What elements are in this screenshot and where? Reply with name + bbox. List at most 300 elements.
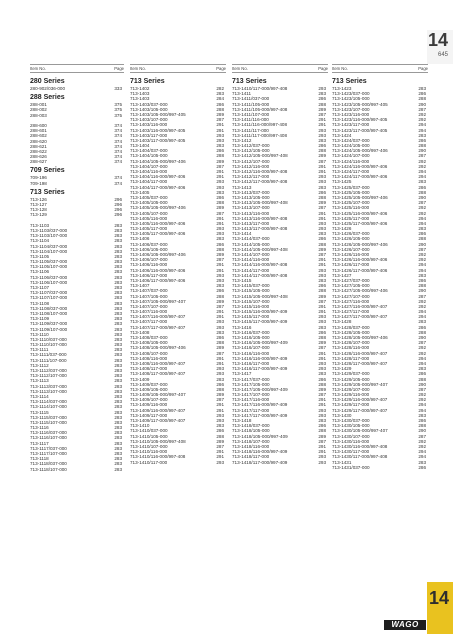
page-ref: 292 — [418, 158, 426, 164]
page-ref: 290 — [418, 241, 426, 247]
item-number: 713-1423/116-000 — [332, 111, 370, 117]
page-ref: 293 — [318, 459, 326, 465]
page-ref: 286 — [216, 241, 224, 247]
item-number: 288-622 — [30, 148, 47, 154]
item-number: 713-1404/037-000 — [130, 148, 168, 154]
item-number: 713-1409 — [130, 376, 150, 382]
item-number: 713-1429/105-000 — [332, 376, 370, 382]
page-ref: 294 — [418, 127, 426, 133]
item-number: 713-1430/105-000 — [332, 423, 370, 429]
page-ref: 291 — [318, 163, 326, 169]
page-ref: 291 — [318, 303, 326, 309]
page-ref: 291 — [216, 360, 224, 366]
item-number: 713-1428/117-000 — [332, 355, 370, 361]
page-header: Page — [418, 66, 428, 71]
page-ref: 293 — [318, 220, 326, 226]
item-number: 713-1410/116-000 — [130, 449, 168, 455]
item-number: 713-1426/116-000 — [332, 252, 370, 257]
item-number: 713-1424 — [332, 132, 352, 138]
page-ref: 283 — [216, 283, 224, 289]
page-ref: 291 — [318, 215, 326, 221]
item-number: 713-1113 — [30, 378, 49, 384]
item-number: 713-1415/116-000/997-409 — [232, 309, 288, 315]
item-number: 713-1403/037-000 — [130, 101, 168, 107]
item-number: 713-1425/116-000 — [332, 205, 370, 211]
page-ref: 287 — [318, 252, 326, 257]
item-number: 713-1427/105-000/997-406 — [332, 288, 388, 294]
page-ref: 283 — [216, 189, 224, 195]
page-ref: 293 — [318, 132, 326, 138]
page-ref: 288 — [418, 329, 426, 335]
page-ref: 375 — [114, 107, 122, 113]
page-ref: 293 — [216, 132, 224, 138]
item-number: 713-1404/117-000/997-406 — [130, 184, 186, 190]
page-ref: 374 — [114, 159, 122, 165]
item-number: 713-1426/116-000/997-406 — [332, 257, 388, 263]
page-ref: 374 — [114, 138, 122, 144]
item-number: 713-1405/105-000 — [130, 200, 168, 206]
page-ref: 283 — [114, 445, 122, 451]
page-ref: 294 — [418, 267, 426, 273]
page-ref: 289 — [216, 252, 224, 257]
item-number: 713-1424/116-000/997-406 — [332, 163, 388, 169]
item-number: 713-1410/037-000 — [130, 428, 168, 434]
item-number: 713-1431/037-000 — [332, 464, 370, 470]
item-number: 713-1411/116-000 — [232, 117, 269, 123]
item-number: 713-1412/117-000/997-408 — [232, 179, 288, 185]
item-number: 713-1412/037-000 — [232, 143, 270, 149]
page-ref: 287 — [418, 153, 426, 159]
page-ref: 283 — [418, 86, 426, 91]
item-number: 713-1108/037-000 — [30, 305, 68, 311]
page-ref: 293 — [216, 272, 224, 278]
item-number: 713-1109/037-000 — [30, 321, 68, 327]
page-ref: 283 — [114, 414, 122, 420]
index-entry — [30, 86, 124, 91]
page-ref: 287 — [418, 433, 426, 439]
page-ref: 291 — [216, 122, 224, 128]
page-ref: 287 — [318, 158, 326, 164]
page-ref: 291 — [216, 174, 224, 180]
column-header — [130, 64, 226, 73]
page-ref: 283 — [114, 373, 122, 379]
item-number: 713-1406/117-000 — [130, 272, 168, 278]
page-ref: 292 — [418, 252, 426, 257]
item-number: 713-1416 — [232, 324, 252, 330]
page-ref: 287 — [216, 443, 224, 449]
page-ref: 286 — [318, 96, 326, 102]
page-ref: 283 — [114, 347, 122, 353]
page-ref: 283 — [318, 371, 326, 377]
page-ref: 283 — [114, 388, 122, 394]
item-number: 713-1109/107-000 — [30, 326, 68, 332]
page-ref: 286 — [418, 277, 426, 283]
item-number: 713-1417/116-000 — [232, 397, 270, 403]
page-ref: 293 — [216, 459, 224, 465]
item-number: 713-1429 — [332, 366, 352, 372]
page-ref: 289 — [216, 438, 224, 444]
item-number: 713-1425 — [332, 179, 352, 185]
page-ref: 291 — [216, 454, 224, 460]
page-ref: 283 — [114, 233, 122, 239]
item-number: 713-1409/116-000 — [130, 402, 168, 408]
page-ref: 283 — [114, 238, 122, 244]
page-ref: 291 — [318, 117, 326, 123]
item-number: 713-1430/037-000 — [332, 418, 370, 423]
page-ref: 289 — [318, 200, 326, 206]
index-column — [30, 64, 124, 472]
item-number: 713-1104/107-000 — [30, 248, 68, 254]
item-number: 713-1111/107-000 — [30, 357, 67, 363]
item-number: 713-1417/037-000 — [232, 376, 270, 382]
item-number: 713-1408/107-000 — [130, 350, 168, 356]
page-ref: 288 — [418, 236, 426, 242]
page-ref: 296 — [114, 202, 122, 207]
page-ref: 286 — [418, 231, 426, 237]
page-ref: 283 — [418, 272, 426, 278]
item-number: 288-621 — [30, 143, 47, 149]
item-number: 713-1406/037-000 — [130, 241, 168, 247]
page-ref: 288 — [318, 148, 326, 154]
page-ref: 283 — [418, 226, 426, 232]
item-number: 713-1423/116-000/997-405 — [332, 117, 388, 123]
item-number: 713-1118 — [30, 456, 49, 462]
item-number: 713-1405/116-000 — [130, 215, 168, 221]
page-ref: 293 — [318, 179, 326, 185]
page-ref: 290 — [418, 335, 426, 340]
page-ref: 287 — [418, 386, 426, 392]
page-ref: 282 — [216, 86, 224, 91]
page-ref: 374 — [114, 143, 122, 149]
item-number: 713-1417/117-000 — [232, 407, 270, 413]
page-ref: 286 — [418, 371, 426, 377]
page-ref: 292 — [418, 397, 426, 403]
item-number: 713-1416/105-000/997-409 — [232, 340, 288, 346]
index-column — [130, 64, 226, 465]
page-ref: 293 — [318, 454, 326, 460]
item-number: 713-1411/116-000/997-408 — [232, 122, 288, 128]
column-header — [332, 64, 428, 73]
item-number: 713-1117/107-000 — [30, 451, 67, 456]
item-number: 713-1415/116-000 — [232, 303, 270, 309]
page-ref: 286 — [318, 236, 326, 242]
item-number: 288-620 — [30, 138, 47, 144]
item-number: 713-1408/105-000 — [130, 340, 168, 346]
item-number: 288-001 — [30, 102, 47, 108]
item-number: 713-1425/107-000 — [332, 200, 370, 206]
item-number: 713-1405/105-000/997-406 — [130, 205, 186, 211]
item-number: 713-1426 — [332, 226, 352, 232]
page-ref: 294 — [418, 314, 426, 320]
page-ref: 283 — [114, 435, 122, 441]
page-ref: 286 — [216, 101, 224, 107]
item-number: 713-1405/116-000/997-406 — [130, 220, 186, 226]
item-number: 713-1424/105-000/997-406 — [332, 148, 388, 154]
page-ref: 374 — [114, 180, 122, 186]
page-ref: 374 — [114, 175, 122, 181]
page-ref: 333 — [114, 86, 122, 91]
item-number: 713-1427/117-000 — [332, 309, 370, 315]
item-number: 713-1409/117-000 — [130, 412, 168, 418]
item-number: 713-1105 — [30, 253, 50, 259]
item-number: 288-600 — [30, 122, 47, 128]
index-entry — [30, 159, 124, 164]
page-ref: 286 — [418, 137, 426, 143]
item-number: 713-1414/107-000 — [232, 252, 270, 257]
item-number: 288-002 — [30, 107, 47, 113]
page-ref: 293 — [216, 231, 224, 237]
item-number: 713-1408/117-000/997-407 — [130, 371, 186, 377]
item-number: 713-1418/105-000 — [232, 428, 270, 434]
page-ref: 291 — [216, 309, 224, 315]
wago-logo: WAGO — [384, 620, 426, 630]
item-number: 713-1415/037-000 — [232, 283, 270, 289]
page-ref: 288 — [216, 293, 224, 299]
series-title: 713 Series — [232, 78, 267, 85]
item-number: 713-1415/107-000 — [232, 298, 270, 304]
page-ref: 283 — [318, 137, 326, 143]
item-number: 713-1415/105-000 — [232, 288, 270, 294]
chapter-number: 14 — [427, 30, 448, 50]
item-number: 713-1410/105-000 — [130, 433, 168, 439]
item-number: 713-1427/037-000 — [332, 277, 370, 283]
item-number: 713-1427/117-000/997-407 — [332, 314, 388, 320]
item-number: 713-1426/107-000 — [332, 246, 370, 252]
page-ref: 283 — [318, 91, 326, 97]
item-number: 713-1408/116-000/997-407 — [130, 360, 186, 366]
page-ref: 283 — [216, 143, 224, 149]
page-ref: 292 — [418, 117, 426, 123]
item-number: 713-1429/116-000 — [332, 392, 370, 398]
item-number: 713-1116/107-000 — [30, 435, 67, 441]
item-number: 713-1418 — [232, 418, 252, 423]
item-number: 713-1112 — [30, 362, 49, 368]
item-number: 713-1106 — [30, 269, 50, 275]
item-number: 713-1410/116-000/997-408 — [130, 454, 186, 460]
item-number: 713-1424/037-000 — [332, 137, 370, 143]
item-number: 713-1412/116-000/997-408 — [232, 169, 288, 174]
series-title: 280 Series — [30, 78, 65, 85]
item-number: 713-1416/105-000 — [232, 335, 270, 340]
item-number: 288-601 — [30, 128, 47, 134]
page-ref: 293 — [216, 366, 224, 372]
page-ref: 293 — [216, 324, 224, 330]
page-ref: 292 — [418, 443, 426, 449]
item-number: 713-1106/107-000 — [30, 279, 68, 285]
page-header: Page — [114, 66, 124, 71]
item-number: 713-1416/107-000 — [232, 345, 270, 351]
page-ref: 286 — [318, 329, 326, 335]
page-ref: 287 — [418, 200, 426, 206]
page-ref: 293 — [318, 412, 326, 418]
page-ref: 283 — [114, 310, 122, 316]
column-header — [232, 64, 328, 73]
item-number: 713-1414/037-000 — [232, 236, 270, 242]
item-no-header: Item No. — [30, 66, 46, 71]
item-number: 713-1418/116-000 — [232, 443, 270, 449]
index-column — [232, 64, 328, 465]
page-ref: 283 — [318, 231, 326, 237]
item-number: 713-1409/117-000/997-407 — [130, 418, 186, 423]
page-ref: 374 — [114, 122, 122, 128]
page-ref: 287 — [216, 303, 224, 309]
page-ref: 289 — [216, 158, 224, 164]
page-ref: 286 — [418, 91, 426, 97]
page-ref: 288 — [216, 106, 224, 112]
page-ref: 283 — [114, 451, 122, 456]
page-ref: 292 — [418, 257, 426, 263]
item-number: 713-1406 — [130, 236, 150, 242]
item-number: 713-1428/107-000 — [332, 340, 370, 346]
page-ref: 283 — [318, 418, 326, 423]
page-ref: 375 — [114, 102, 122, 108]
item-number: 713-1410/117-000 — [130, 459, 168, 465]
page-ref: 287 — [318, 298, 326, 304]
item-number: 713-1424/107-000 — [332, 153, 370, 159]
item-number: 713-1424/105-000 — [332, 143, 370, 149]
index-column — [332, 64, 428, 470]
column-header — [30, 64, 124, 73]
page-ref: 283 — [216, 236, 224, 242]
item-number: 713-1403 — [130, 91, 150, 97]
item-number: 713-1411 — [232, 91, 252, 97]
item-number: 713-1429/107-000 — [332, 386, 370, 392]
page-ref: 283 — [114, 393, 122, 399]
item-number: 713-1408/105-000/997-406 — [130, 345, 186, 351]
item-number: 713-1111 — [30, 347, 49, 353]
item-number: 713-1115/037-000 — [30, 414, 67, 420]
item-number: 713-1430/116-000/997-408 — [332, 443, 388, 449]
page-ref: 289 — [318, 153, 326, 159]
page-ref: 288 — [418, 143, 426, 149]
page-ref: 283 — [114, 285, 122, 290]
page-ref: 287 — [418, 293, 426, 299]
item-number: 713-1403 — [130, 96, 150, 102]
item-number: 713-1414/105-000 — [232, 241, 270, 247]
page-ref: 287 — [318, 111, 326, 117]
page-ref: 283 — [114, 425, 122, 431]
item-number: 713-1113/107-000 — [30, 388, 67, 394]
item-number: 713-1424/116-000 — [332, 158, 370, 164]
page-ref: 291 — [216, 449, 224, 455]
item-number: 713-1413/105-000 — [232, 194, 270, 200]
page-ref: 286 — [216, 381, 224, 387]
page-ref: 293 — [216, 137, 224, 143]
page-ref: 286 — [318, 143, 326, 149]
page-ref: 283 — [216, 329, 224, 335]
page-ref: 283 — [114, 290, 122, 296]
item-number: 713-1112/107-000 — [30, 373, 67, 379]
page-ref: 292 — [418, 163, 426, 169]
page-ref: 288 — [318, 101, 326, 107]
page-ref: 288 — [418, 96, 426, 102]
page-ref: 291 — [216, 215, 224, 221]
page-ref: 283 — [114, 336, 122, 342]
item-number: 713-1415/105-000/997-408 — [232, 293, 288, 299]
page-ref: 283 — [418, 459, 426, 465]
item-number: 713-1429/105-000/997-407 — [332, 381, 388, 387]
item-number: 713-1114 — [30, 393, 49, 399]
item-number: 713-1418/107-000 — [232, 438, 270, 444]
item-number: 713-1118/107-000 — [30, 466, 67, 472]
page-ref: 288 — [216, 246, 224, 252]
page-ref: 289 — [318, 293, 326, 299]
item-number: 713-1114/107-000 — [30, 404, 67, 410]
item-number: 713-1412 — [232, 137, 252, 143]
item-number: 713-1413/116-000 — [232, 210, 270, 216]
page-ref: 287 — [418, 106, 426, 112]
page-ref: 289 — [318, 106, 326, 112]
item-number: 713-1104 — [30, 238, 50, 244]
item-number: 288-627 — [30, 159, 47, 165]
item-number: 713-1417/117-000/997-409 — [232, 412, 288, 418]
page-ref: 286 — [418, 184, 426, 190]
item-number: 713-1423/105-000/997-405 — [332, 101, 388, 107]
page-ref: 283 — [114, 222, 122, 228]
item-number: 713-1407 — [130, 283, 150, 289]
item-number: 713-1427/116-000/997-407 — [332, 303, 388, 309]
item-number: 713-1425/105-000/997-406 — [332, 194, 388, 200]
item-number: 713-1116 — [30, 425, 49, 431]
chapter-number-bottom: 14 — [428, 588, 449, 608]
index-entry — [130, 460, 226, 465]
item-number: 713-1110 — [30, 331, 49, 337]
item-number: 713-1415/117-000 — [232, 314, 270, 320]
page-ref: 288 — [216, 200, 224, 206]
item-no-header: Item No. — [130, 66, 146, 71]
item-number: 713-1405 — [130, 189, 150, 195]
item-number: 713-1415 — [232, 277, 252, 283]
item-number: 713-1112/037-000 — [30, 368, 67, 373]
page-ref: 293 — [318, 174, 326, 180]
page-ref: 294 — [418, 215, 426, 221]
page-ref: 287 — [318, 345, 326, 351]
page-ref: 283 — [114, 352, 122, 358]
page-ref: 283 — [418, 132, 426, 138]
page-ref: 291 — [216, 407, 224, 413]
item-number: 713-1417/107-000 — [232, 392, 270, 398]
item-number: 713-1408/116-000 — [130, 355, 168, 361]
item-number: 713-1105/107-000 — [30, 264, 68, 270]
item-number: 713-1107/107-000 — [30, 295, 68, 301]
page-ref: 294 — [418, 360, 426, 366]
item-number: 713-1404/116-000 — [130, 169, 168, 174]
item-number: 713-1405/117-000 — [130, 226, 168, 232]
item-number: 713-1423/117-000 — [332, 122, 370, 128]
item-number: 713-1411/037-000 — [232, 96, 270, 102]
item-number: 713-1407/105-000/997-407 — [130, 298, 186, 304]
item-number: 713-1411/105-000 — [232, 101, 270, 107]
item-number: 713-1427 — [332, 272, 352, 278]
item-number: 713-1428/037-000 — [332, 324, 370, 330]
page-ref: 293 — [216, 179, 224, 185]
item-number: 713-1431 — [332, 459, 352, 465]
item-number: 713-1426/105-000/997-406 — [332, 241, 388, 247]
page-ref: 291 — [318, 449, 326, 455]
item-number: 713-1108/107-000 — [30, 310, 68, 316]
item-number: 713-1416/117-000 — [232, 360, 270, 366]
page-ref: 291 — [216, 262, 224, 268]
item-number: 713-1414/105-000/997-408 — [232, 246, 288, 252]
item-number: 713-1414 — [232, 231, 252, 237]
page-ref: 286 — [216, 194, 224, 200]
page-header: Page — [216, 66, 226, 71]
page-ref: 283 — [216, 91, 224, 97]
item-number: 713-1423/037-000 — [332, 91, 370, 97]
page-ref: 289 — [318, 340, 326, 346]
page-ref: 289 — [318, 433, 326, 439]
item-number: 713-1103/107-000 — [30, 233, 68, 239]
